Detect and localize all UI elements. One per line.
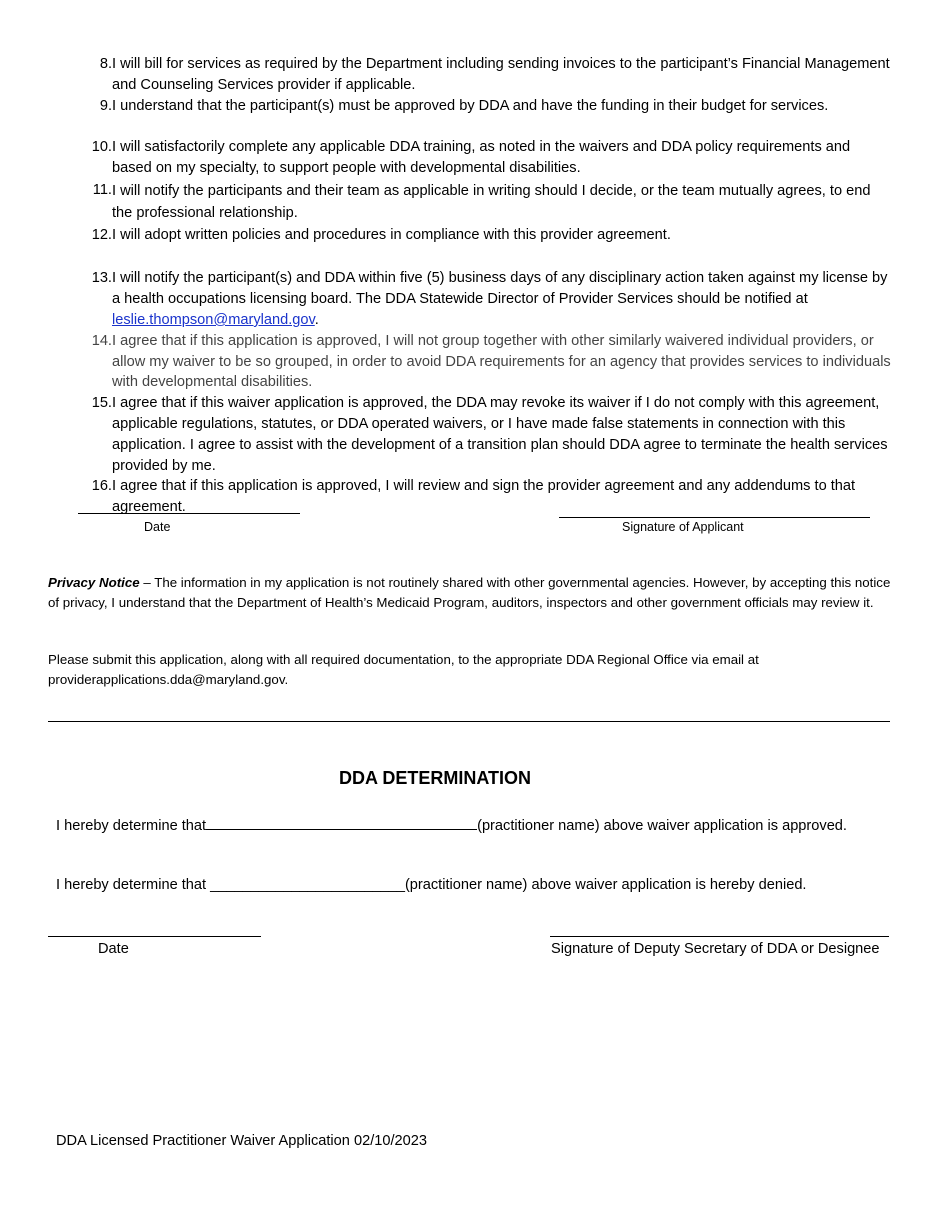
item-number: 8. (99, 56, 112, 72)
item-text: I agree that if this application is approved, I will not group together with other similarly waivered individual providers, or allow my waiver to be so grouped, in order to avoid DDA requirements for an agency that provides services to individuals with developmental disabilities. (112, 332, 891, 391)
item-text: I agree that if this waiver application is approved, the DDA may revoke its waiver if I do not comply with this agreement, applicable regulations, statutes, or DDA operated waivers, or I have made false statements in connection with this application. I agree to assist with the development of a transition plan should DDA agree to terminate the health services provided by me. (112, 395, 888, 474)
list-item (78, 393, 893, 476)
denied-statement: I hereby determine that ________________________(practitioner name) above waiver application is hereby denied. (56, 877, 807, 893)
date-line[interactable] (78, 513, 300, 514)
footer: DDA Licensed Practitioner Waiver Application 02/10/2023 (56, 1133, 427, 1149)
date-line[interactable] (48, 936, 261, 937)
privacy-notice (48, 573, 898, 612)
privacy-text: – The information in my application is not routinely shared with other governmental agencies. However, by accepting this notice of privacy, I understand that the Department of Health’s Medicaid Program, auditors, inspectors and other government officials may review it. (48, 575, 891, 610)
list-item (78, 225, 893, 267)
list-item (78, 331, 893, 393)
date-label: Date (98, 941, 129, 957)
item-number: 10. (91, 139, 112, 156)
item-text: I will satisfactorily complete any applicable DDA training, as noted in the waivers and DDA policy requirements and based on my specialty, to support people with developmental disabilities. (112, 139, 851, 176)
signature-label: Signature of Applicant (622, 520, 744, 534)
item-text: I will adopt written policies and procedures in compliance with this provider agreement. (112, 226, 671, 243)
approved-statement: I hereby determine that (practitioner name) above waiver application is approved. (56, 815, 856, 837)
determination-title: DDA DETERMINATION (339, 768, 531, 788)
list-item (78, 268, 893, 330)
item-number: 9. (99, 97, 112, 114)
item-number: 11. (92, 181, 112, 198)
item-number: 13. (91, 270, 112, 287)
list-item (78, 96, 893, 138)
item-text: I agree that if this application is approved, I will review and sign the provider agreement and any addendums to that agreement. (112, 478, 856, 516)
denied-name-blank[interactable]: ________________________ (210, 877, 405, 893)
privacy-label: Privacy Notice (48, 575, 140, 590)
list-item (78, 54, 893, 96)
approved-name-blank[interactable] (206, 815, 477, 830)
section-divider (48, 721, 890, 722)
list-item (78, 137, 893, 179)
signature-line[interactable] (550, 936, 889, 937)
signature-label: Signature of Deputy Secretary of DDA or Designee (551, 941, 880, 957)
item-text: I understand that the participant(s) must be approved by DDA and have the funding in their budget for services. (112, 97, 829, 114)
email-link[interactable]: leslie.thompson@maryland.gov (112, 311, 315, 328)
item-text: I will notify the participants and their team as applicable in writing should I decide, or the team mutually agrees, to end the professional relationship. (112, 182, 871, 221)
agreement-list (78, 54, 893, 518)
item-text: I will bill for services as required by the Department including sending invoices to the participant’s Financial Management and Counseling Services provider if applicable. (112, 56, 890, 93)
item-number: 12. (91, 226, 112, 243)
item-number: 16. (91, 478, 112, 495)
item-text: I will notify the participant(s) and DDA within five (5) business days of any disciplinary action taken against my license by a health occupations licensing board. The DDA Statewide Director of Provider Services should be notified at leslie.thompson@maryland.gov. (112, 270, 888, 328)
date-label: Date (144, 520, 171, 534)
list-item (78, 476, 893, 518)
submit-instructions: Please submit this application, along with all required documentation, to the appropriate DDA Regional Office via email at providerapplications.dda@maryland.gov. (48, 652, 759, 687)
item-number: 14. (91, 332, 112, 349)
signature-line[interactable] (559, 517, 870, 518)
item-number: 15. (91, 395, 112, 412)
list-item (78, 180, 893, 224)
